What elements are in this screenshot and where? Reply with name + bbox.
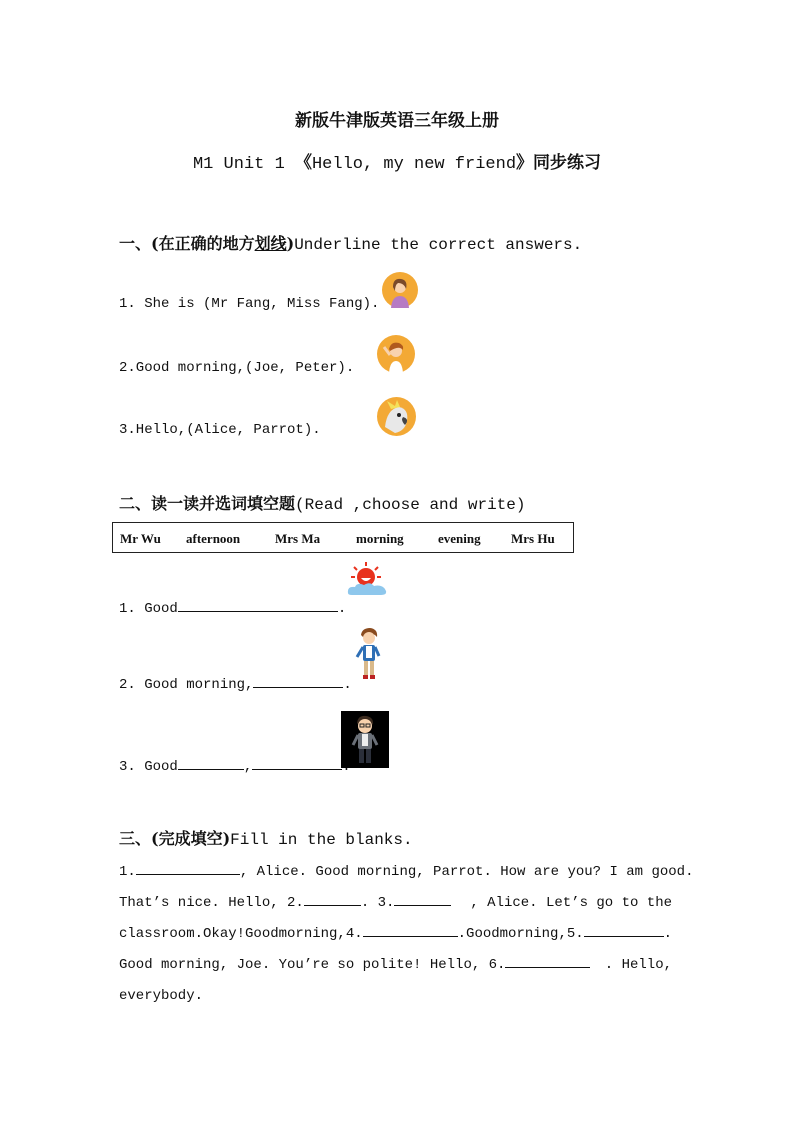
woman-avatar-icon [382, 272, 418, 308]
s2-question-3 [119, 755, 351, 775]
cloze-line [119, 857, 694, 888]
cloze-text: .Goodmorning,5. [457, 926, 584, 942]
answer-blank[interactable] [252, 755, 342, 770]
section2-number: 二、 [119, 494, 152, 513]
page-subtitle [0, 148, 794, 174]
s2-question-2 [119, 673, 352, 693]
boy-avatar-icon [377, 335, 415, 373]
s2-q3-prefix: 3. Good [119, 759, 178, 775]
page-title: 新版牛津版英语三年级上册 [295, 111, 499, 131]
section1-heading [119, 231, 582, 254]
cloze-line [119, 888, 672, 919]
cloze-text: . Hello, [604, 957, 672, 973]
s2-q2-suffix: . [343, 677, 352, 693]
word-bank-item: Mrs Ma [275, 531, 321, 546]
answer-blank[interactable] [178, 755, 244, 770]
section2-title-en: (Read ,choose and write) [295, 496, 526, 514]
section2-heading [119, 491, 525, 514]
cloze-line [119, 950, 672, 981]
subtitle-rquote: 》 [516, 153, 534, 173]
cloze-text: . 3. [360, 895, 395, 911]
word-bank-item: afternoon [186, 531, 241, 546]
s2-question-1 [119, 597, 346, 617]
section1-number: 一、 [119, 234, 152, 253]
section1-paren-close: ) [286, 234, 295, 253]
answer-blank[interactable] [584, 922, 664, 937]
answer-blank[interactable] [505, 953, 590, 968]
subtitle-prefix: M1 Unit 1 [192, 155, 285, 174]
sun-cloud-icon [346, 561, 388, 597]
answer-blank[interactable] [136, 860, 240, 875]
answer-blank[interactable] [178, 597, 338, 612]
answer-blank[interactable] [253, 673, 343, 688]
cloze-text: everybody. [119, 988, 204, 1004]
cloze-text: Good morning, Joe. You’re so polite! Hello, 6. [119, 957, 506, 973]
s2-q1-suffix: . [337, 601, 347, 617]
word-bank-item: Mrs Hu [511, 531, 555, 546]
section1-underlined: 划线 [254, 234, 287, 253]
section1-instruction: Underline the correct answers. [294, 236, 583, 254]
subtitle-lquote: 《 [294, 153, 312, 173]
word-bank-item: morning [356, 531, 404, 546]
cloze-line [119, 981, 672, 1012]
subtitle-book: Hello, my new friend [311, 155, 517, 174]
s2-q3-mid: , [243, 759, 253, 775]
cloze-text: 1. [119, 864, 136, 880]
section3-title-en: Fill in the blanks. [230, 831, 413, 849]
s2-q2-prefix: 2. Good morning, [119, 677, 254, 693]
cloze-text: , Alice. Let’s go to the [470, 895, 672, 911]
s1-question-3: 3.Hello,(Alice, Parrot). [119, 422, 321, 438]
s2-q1-prefix: 1. Good [119, 601, 178, 617]
s1-question-2: 2.Good morning,(Joe, Peter). [119, 360, 355, 376]
word-bank-item: evening [438, 531, 481, 546]
parrot-avatar-icon [377, 397, 416, 436]
section1-paren-open: (在正确的地方 [151, 234, 255, 253]
cloze-text: That’s nice. Hello, 2. [119, 895, 304, 911]
section3-heading [119, 826, 413, 849]
subtitle-suffix: 同步练习 [533, 153, 602, 173]
man-night-icon [341, 711, 389, 768]
answer-blank[interactable] [394, 891, 451, 906]
section2-title-cn: 读一读并选词填空题 [151, 494, 296, 513]
boy-standing-icon [355, 627, 383, 681]
answer-blank[interactable] [304, 891, 361, 906]
cloze-text: . [663, 926, 673, 942]
s1-question-1: 1. She is (Mr Fang, Miss Fang). [119, 296, 380, 312]
cloze-text: , Alice. Good morning, Parrot. How are you? I am good. [239, 864, 694, 880]
section3-number: 三、 [119, 829, 152, 848]
word-bank-item: Mr Wu [120, 531, 161, 546]
cloze-paragraph [119, 857, 694, 1012]
answer-blank[interactable] [363, 922, 458, 937]
cloze-text: classroom.Okay!Goodmorning,4. [119, 926, 363, 942]
section3-title-cn: (完成填空) [151, 829, 231, 848]
cloze-line [119, 919, 672, 950]
word-bank [112, 522, 574, 553]
